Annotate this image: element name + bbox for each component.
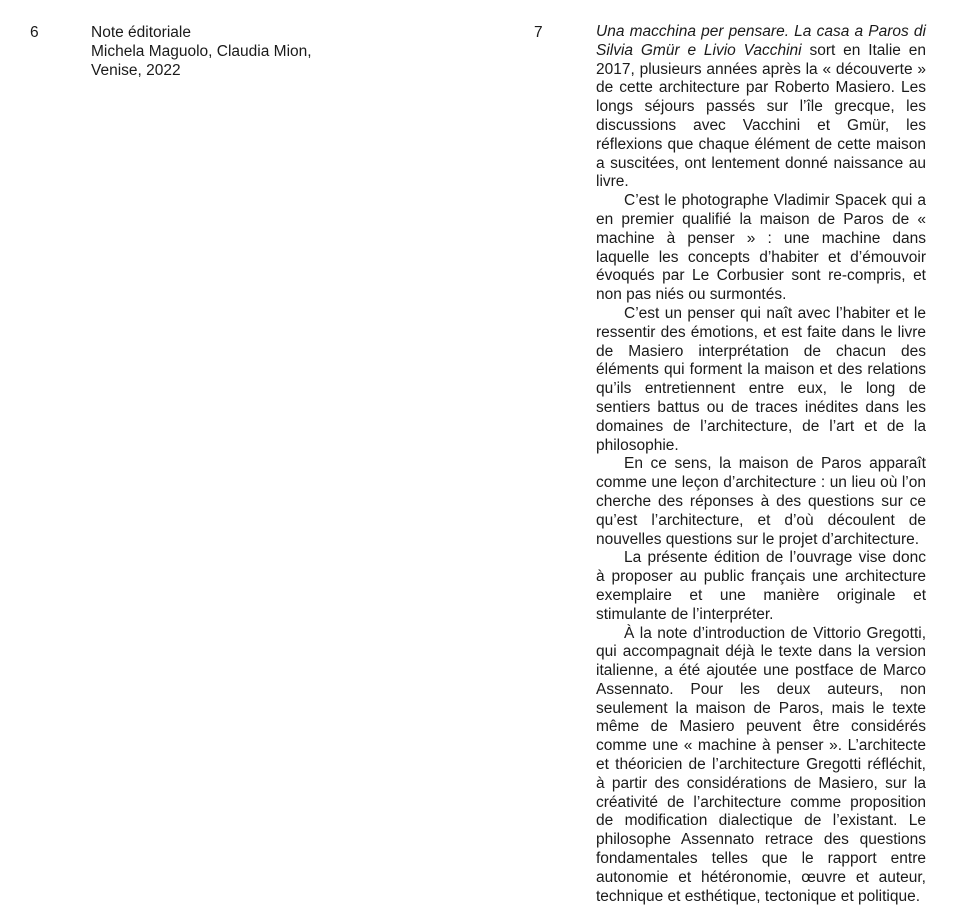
- paragraph-4: En ce sens, la maison de Paros apparaît comme une leçon d’architecture : un lieu où l’on cherche des réponses à des questions sur ce qu’est l’architecture, et d’où découlent de nouvelles questions sur le projet d’architecture.: [596, 455, 926, 548]
- body-text: [596, 23, 926, 906]
- page-number-right: 7: [534, 24, 543, 41]
- authors-line: Michela Maguolo, Claudia Mion,: [91, 43, 312, 60]
- paragraph-5: La présente édition de l’ouvrage vise donc à proposer au public français une architecture exemplaire et une manière originale et stimulante de l’interpréter.: [596, 549, 926, 623]
- paragraph-6: À la note d’introduction de Vittorio Gregotti, qui accompagnait déjà le texte dans la version italienne, a été ajoutée une postface de Marco Assennato. Pour les deux auteurs, non seulement la maison de Paros, mais le texte même de Masiero peuvent être considérés comme une « machine à penser ». L’architecte et théoricien de l’architecture Gregotti réfléchit, à partir des considérations de Masiero, sur la créativité de l’architecture comme proposition de modification dialectique de l’existant. Le philosophe Assennato retrace des questions fondamentales telles que le rapport entre autonomie et hétéronomie, œuvre et auteur, technique et esthétique, tectonique et politique.: [596, 624, 926, 905]
- book-title-italic: Una macchina per pensare. La casa a Paros di Silvia Gmür e Livio Vacchini: [596, 23, 926, 59]
- editorial-note-header: [91, 23, 391, 80]
- section-heading: Note éditoriale: [91, 24, 191, 41]
- paragraph-3: C’est un penser qui naît avec l’habiter et le ressentir des émotions, et est faite dans le livre de Masiero interprétation de chacun des éléments qui forment la maison et des relations qu’ils entretiennent entre eux, le long de sentiers battus ou de traces inédites dans les domaines de l’architecture, de l’art et de la philosophie.: [596, 304, 926, 454]
- paragraph-1: [596, 23, 926, 192]
- page-number-left: 6: [30, 24, 39, 41]
- place-date-line: Venise, 2022: [91, 62, 181, 79]
- paragraph-2: C’est le photographe Vladimir Spacek qui a en premier qualifié la maison de Paros de « machine à penser » : une machine dans laquelle les concepts d’habiter et d’émouvoir évoqués par Le Corbusier sont re-compris, et non pas niés ou surmontés.: [596, 192, 926, 304]
- paragraph-1-text: sort en Italie en 2017, plusieurs années après la « découverte » de cette architecture par Roberto Masiero. Les longs séjours passés sur l’île grecque, les discussions avec Vacchini et Gmür, les réflexions que chaque élément de cette maison a suscitées, ont lentement donné naissance au livre.: [596, 41, 926, 191]
